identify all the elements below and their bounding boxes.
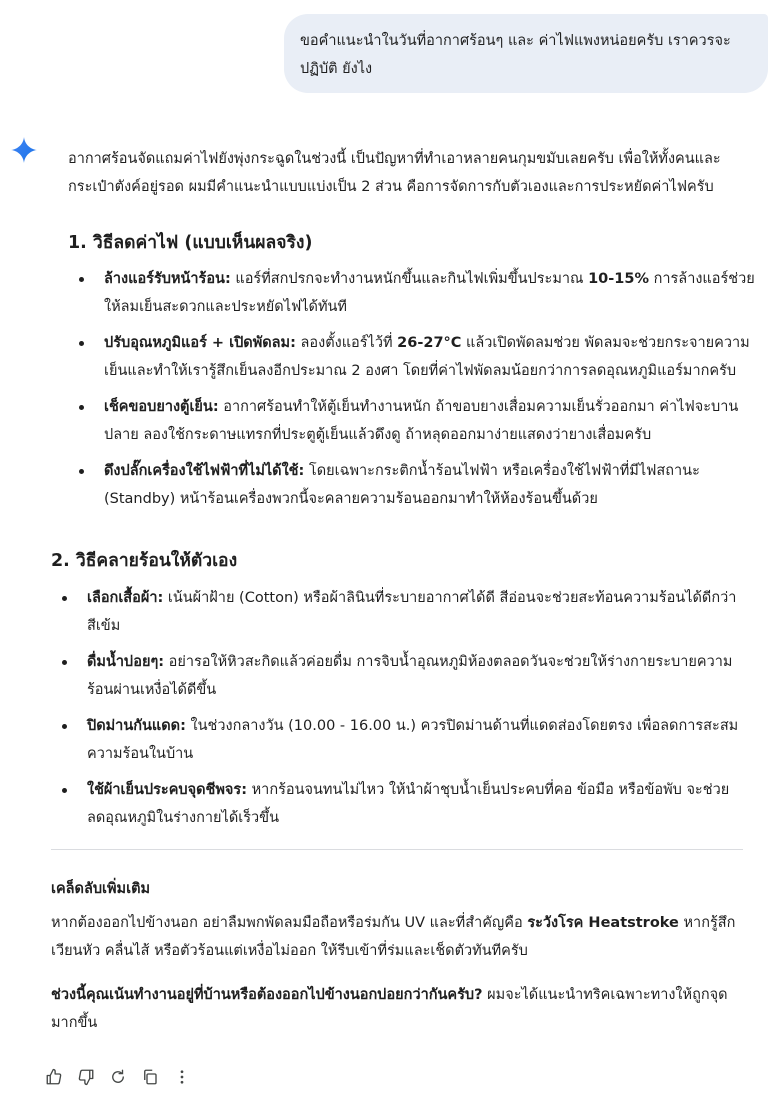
- follow-up-question: ช่วงนี้คุณเน้นทำงานอยู่ที่บ้านหรือต้องออกไปข้างนอกบ่อยกว่ากันครับ? ผมจะได้แนะนำทริคเฉพาะทางให้ถูกจุดมากขึ้น: [51, 987, 728, 1031]
- tip-heading: เคล็ดลับเพิ่มเติม: [51, 881, 151, 897]
- response-actions: [41, 1065, 195, 1089]
- more-options-button[interactable]: [169, 1065, 195, 1089]
- more-vert-icon: [173, 1068, 191, 1086]
- list-item: เลือกเสื้อผ้า: เน้นผ้าฝ้าย (Cotton) หรือผ้าลินินที่ระบายอากาศได้ดี สีอ่อนจะช่วยสะท้อนความร้อนได้ดีกว่าสีเข้ม: [87, 584, 743, 640]
- section-heading: 2. วิธีคลายร้อนให้ตัวเอง: [51, 551, 238, 571]
- section-heading: 1. วิธีลดค่าไฟ (แบบเห็นผลจริง): [68, 233, 313, 253]
- list-item: ใช้ผ้าเย็นประคบจุดชีพจร: หากร้อนจนทนไม่ไหว ให้นำผ้าชุบน้ำเย็นประคบที่คอ ข้อมือ หรือข้อพับ จะช่วยลดอุณหภูมิในร่างกายได้เร็วขึ้น: [87, 776, 743, 832]
- list-item: ปรับอุณหภูมิแอร์ + เปิดพัดลม: ลองตั้งแอร์ไว้ที่ 26-27°C แล้วเปิดพัดลมช่วย พัดลมจะช่วยกระจายความเย็นและทำให้เรารู้สึกเย็นลงอีกประมาณ 2 องศา โดยที่ค่าไฟพัดลมน้อยกว่าการลดอุณหภูมิแอร์มากครับ: [104, 329, 756, 385]
- thumbs-up-icon: [45, 1068, 63, 1086]
- list-item: เช็คขอบยางตู้เย็น: อากาศร้อนทำให้ตู้เย็นทำงานหนัก ถ้าขอบยางเสื่อมความเย็นรั่วออกมา ค่าไฟจะบานปลาย ลองใช้กระดาษแทรกที่ประตูตู้เย็นแล้วดึงดู ถ้าหลุดออกมาง่ายแสดงว่ายางเสื่อมครับ: [104, 393, 756, 449]
- list-item: ปิดม่านกันแดด: ในช่วงกลางวัน (10.00 - 16.00 น.) ควรปิดม่านด้านที่แดดส่องโดยตรง เพื่อลดการสะสมความร้อนในบ้าน: [87, 712, 743, 768]
- regenerate-icon: [109, 1068, 127, 1086]
- list-item: ดื่มน้ำบ่อยๆ: อย่ารอให้หิวสะกิดแล้วค่อยดื่ม การจิบน้ำอุณหภูมิห้องตลอดวันจะช่วยให้ร่างกายระบายความร้อนผ่านเหงื่อได้ดีขึ้น: [87, 648, 743, 704]
- list-item: ล้างแอร์รับหน้าร้อน: แอร์ที่สกปรกจะทำงานหนักขึ้นและกินไฟเพิ่มขึ้นประมาณ 10-15% การล้างแอร์ช่วยให้ลมเย็นสะดวกและประหยัดไฟได้ทันที: [104, 265, 756, 321]
- user-message-text: ขอคำแนะนำในวันที่อากาศร้อนๆ และ ค่าไฟแพงหน่อยครับ เราควรจะปฏิบัติ ยังไง: [300, 33, 731, 77]
- user-message-bubble: [284, 14, 768, 93]
- thumbs-down-icon: [77, 1068, 95, 1086]
- divider: [51, 849, 743, 850]
- regenerate-button[interactable]: [105, 1065, 131, 1089]
- copy-icon: [141, 1068, 159, 1086]
- thumbs-down-button[interactable]: [73, 1065, 99, 1089]
- response-intro: อากาศร้อนจัดแถมค่าไฟยังพุ่งกระฉูดในช่วงนี้ เป็นปัญหาที่ทำเอาหลายคนกุมขมับเลยครับ เพื่อให้ทั้งคนและกระเป๋าตังค์อยู่รอด ผมมีคำแนะนำแบบแบ่งเป็น 2 ส่วน คือการจัดการกับตัวเองและการประหยัดค่าไฟครับ: [68, 151, 721, 195]
- gemini-spark-icon: [11, 137, 37, 163]
- list-item: ดึงปลั๊กเครื่องใช้ไฟฟ้าที่ไม่ได้ใช้: โดยเฉพาะกระติกน้ำร้อนไฟฟ้า หรือเครื่องใช้ไฟฟ้าที่มีไฟสถานะ (Standby) หน้าร้อนเครื่องพวกนี้จะคลายความร้อนออกมาทำให้ห้องร้อนขึ้นด้วย: [104, 457, 756, 513]
- thumbs-up-button[interactable]: [41, 1065, 67, 1089]
- copy-button[interactable]: [137, 1065, 163, 1089]
- tip-paragraph: หากต้องออกไปข้างนอก อย่าลืมพกพัดลมมือถือหรือร่มกัน UV และที่สำคัญคือ ระวังโรค Heatstroke หากรู้สึกเวียนหัว คลื่นไส้ หรือตัวร้อนแต่เหงื่อไม่ออก ให้รีบเข้าที่ร่มและเช็ดตัวทันทีครับ: [51, 915, 736, 959]
